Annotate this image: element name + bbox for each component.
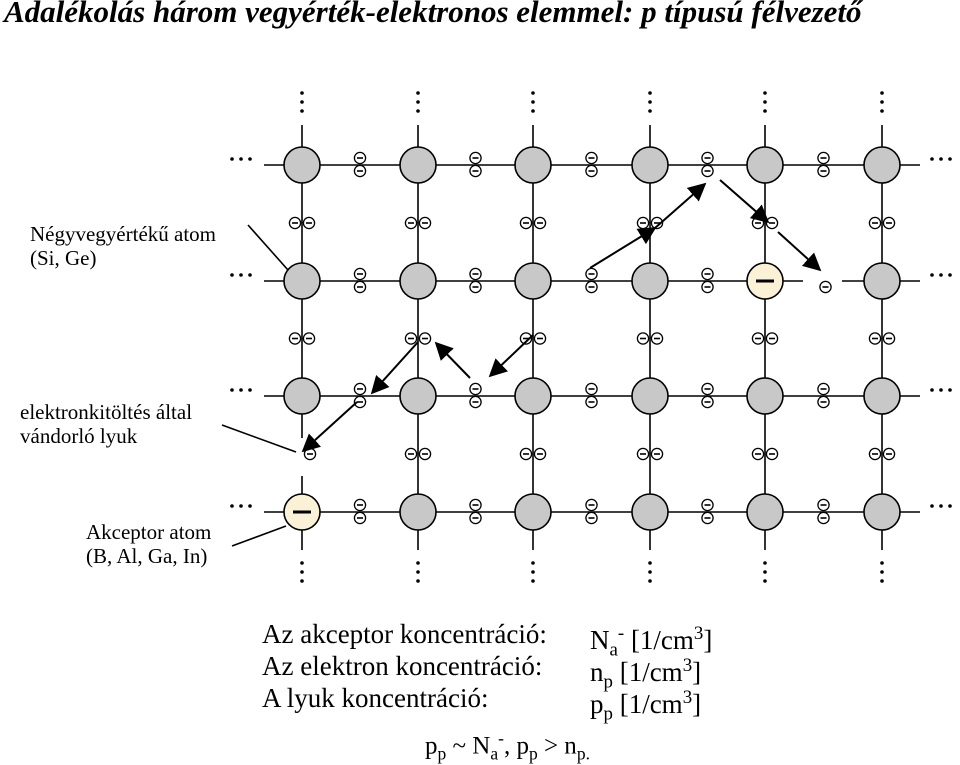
electron-icon (637, 333, 648, 344)
ellipsis-dot (763, 561, 767, 565)
ellipsis-dot (939, 504, 943, 508)
electron-icon (818, 512, 829, 523)
electron-icon (702, 499, 713, 510)
atom-icon (747, 378, 783, 414)
ellipsis-dot (948, 273, 952, 277)
acceptor-ion-icon (284, 494, 320, 530)
concentration-label: Az elektron koncentráció: (262, 651, 543, 681)
ellipsis-dot (531, 100, 535, 104)
tetravalent-atom-label: Négyvegyértékű atom (Si, Ge) (30, 222, 217, 270)
electron-icon (586, 512, 597, 523)
electron-icon (702, 165, 713, 176)
electron-icon (766, 217, 777, 228)
electron-icon (289, 217, 300, 228)
ellipsis-dot (948, 157, 952, 161)
electron-icon (534, 333, 545, 344)
electron-icon (702, 383, 713, 394)
electron-icon (470, 281, 481, 292)
ellipsis-dot (248, 388, 252, 392)
electron-icon (818, 152, 829, 163)
electron-icon (637, 448, 648, 459)
atom-icon (515, 263, 551, 299)
ellipsis-dot (930, 273, 934, 277)
ellipsis-dot (880, 109, 884, 113)
electron-icon (818, 383, 829, 394)
electron-icon (419, 448, 430, 459)
acceptor-ion-icon (747, 263, 783, 299)
electron-icon (637, 217, 648, 228)
ellipsis-dot (416, 91, 420, 95)
ellipsis-dot (239, 388, 243, 392)
electron-icon (470, 383, 481, 394)
ellipsis-dot (416, 561, 420, 565)
electron-icon (586, 165, 597, 176)
atom-icon (515, 494, 551, 530)
atoms (284, 147, 900, 530)
ellipsis-dot (763, 109, 767, 113)
ellipsis-dot (239, 273, 243, 277)
bond-lines (264, 125, 920, 550)
ellipsis-dot (648, 100, 652, 104)
ellipsis-dot (948, 504, 952, 508)
ellipsis-dot (416, 100, 420, 104)
electron-icon (520, 217, 531, 228)
electron-icon (405, 217, 416, 228)
ellipsis-dot (239, 157, 243, 161)
migration-arrow (778, 232, 820, 270)
atom-icon (515, 147, 551, 183)
hole-migration-arrows (303, 180, 820, 451)
electron-icon (419, 333, 430, 344)
migration-arrow (490, 335, 533, 376)
electron-icon (354, 383, 365, 394)
ellipsis-dot (230, 157, 234, 161)
electron-icon (869, 333, 880, 344)
electron-icon (354, 165, 365, 176)
concentration-label: A lyuk koncentráció: (262, 683, 489, 713)
relation-formula: $p_p$ ~ $N_a^-$, $p_p > n_{p.}$ (425, 728, 590, 764)
electron-icon (470, 396, 481, 407)
ellipsis-dot (230, 504, 234, 508)
ellipsis-dot (300, 570, 304, 574)
ellipsis-dot (248, 504, 252, 508)
ellipsis-dot (531, 579, 535, 583)
electron-icon (354, 499, 365, 510)
ellipsis-dot (416, 579, 420, 583)
ellipsis-dot (300, 561, 304, 565)
ellipsis-dot (939, 273, 943, 277)
ellipsis-dot (248, 157, 252, 161)
atom-icon (747, 147, 783, 183)
electron-icon (354, 152, 365, 163)
electron-icon (586, 396, 597, 407)
leader-line (232, 526, 286, 546)
ellipsis-dot (531, 570, 535, 574)
electron-icon (520, 448, 531, 459)
electron-icon (586, 499, 597, 510)
electron-icon (405, 333, 416, 344)
electron-icon (586, 268, 597, 279)
ellipsis-dot (880, 561, 884, 565)
ellipsis-dot (880, 91, 884, 95)
migration-arrow (655, 184, 705, 228)
atom-icon (400, 263, 436, 299)
electron-icon (752, 448, 763, 459)
atom-icon (400, 494, 436, 530)
ellipsis-dot (880, 100, 884, 104)
ellipsis-dot (300, 579, 304, 583)
ellipsis-dot (930, 157, 934, 161)
electron-icon (752, 333, 763, 344)
electron-icon (883, 448, 894, 459)
electron-icon (818, 165, 829, 176)
migration-arrow (436, 343, 470, 378)
ellipsis-dot (880, 579, 884, 583)
ellipsis-dot (531, 91, 535, 95)
electron-icon (651, 333, 662, 344)
ellipsis-dot (416, 570, 420, 574)
electron-icon (586, 281, 597, 292)
concentration-value: $N_a^-$ $[1/cm^3]$ (590, 623, 713, 661)
electron-icon (534, 448, 545, 459)
electron-icon (289, 333, 300, 344)
migration-arrow (590, 228, 655, 268)
electron-icon (304, 448, 315, 459)
ellipsis-dot (763, 579, 767, 583)
migrating-hole-label: elektronkitöltés által vándorló lyuk (20, 400, 193, 448)
acceptor-atom-label: Akceptor atom (B, Al, Ga, In) (86, 520, 212, 568)
leader-line (248, 225, 288, 270)
atom-icon (864, 263, 900, 299)
ellipsis-dot (300, 91, 304, 95)
migration-arrow (720, 180, 768, 222)
ellipsis-dot (648, 579, 652, 583)
electron-icon (818, 499, 829, 510)
concentration-label: Az akceptor koncentráció: (262, 619, 547, 649)
electron-icon (303, 333, 314, 344)
atom-icon (632, 494, 668, 530)
ellipsis-dot (648, 91, 652, 95)
electron-icon (766, 333, 777, 344)
electron-icon (405, 448, 416, 459)
electron-icon (766, 448, 777, 459)
electron-icon (354, 268, 365, 279)
ellipsis-dot (880, 570, 884, 574)
atom-icon (284, 378, 320, 414)
valence-electrons (289, 152, 894, 523)
electron-icon (702, 396, 713, 407)
ellipsis-dot (930, 504, 934, 508)
atom-icon (400, 378, 436, 414)
electron-icon (470, 268, 481, 279)
electron-icon (470, 152, 481, 163)
ellipsis-dot (648, 561, 652, 565)
atom-icon (515, 378, 551, 414)
electron-icon (470, 165, 481, 176)
ellipsis-dot (763, 100, 767, 104)
electron-icon (702, 152, 713, 163)
electron-icon (470, 499, 481, 510)
electron-icon (869, 448, 880, 459)
electron-icon (586, 152, 597, 163)
label-leader-lines (222, 225, 296, 546)
atom-icon (632, 263, 668, 299)
atom-icon (284, 147, 320, 183)
atom-icon (400, 147, 436, 183)
electron-icon (702, 281, 713, 292)
ellipsis-dot (948, 388, 952, 392)
ellipsis-dot (230, 388, 234, 392)
electron-icon (419, 217, 430, 228)
electron-icon (354, 512, 365, 523)
ellipsis-dot (763, 91, 767, 95)
ellipsis-dot (648, 570, 652, 574)
ellipsis-dot (939, 157, 943, 161)
ellipsis-dot (763, 570, 767, 574)
atom-icon (284, 263, 320, 299)
page-title: Adalékolás három vegyérték-elektronos elemmel: p típusú félvezető (4, 0, 862, 29)
atom-icon (632, 378, 668, 414)
electron-icon (354, 281, 365, 292)
electron-icon (820, 281, 831, 292)
ellipsis-dot (300, 100, 304, 104)
atom-icon (632, 147, 668, 183)
electron-icon (883, 333, 894, 344)
atom-icon (864, 378, 900, 414)
atom-icon (747, 494, 783, 530)
electron-icon (702, 268, 713, 279)
ellipsis-dot (248, 273, 252, 277)
ellipsis-dot (416, 109, 420, 113)
ellipsis-dot (939, 388, 943, 392)
electron-icon (883, 217, 894, 228)
concentration-value: $p_p$ $[1/cm^3]$ (590, 687, 702, 725)
electron-icon (752, 217, 763, 228)
electron-icon (534, 217, 545, 228)
electron-icon (303, 217, 314, 228)
atom-icon (864, 147, 900, 183)
electron-icon (818, 396, 829, 407)
atom-icon (864, 494, 900, 530)
ellipsis-dot (300, 109, 304, 113)
ellipsis-dot (230, 273, 234, 277)
ellipsis-dot (531, 561, 535, 565)
ellipsis-dot (930, 388, 934, 392)
ellipsis-dot (648, 109, 652, 113)
ellipsis-dot (531, 109, 535, 113)
electron-icon (869, 217, 880, 228)
electron-icon (651, 448, 662, 459)
concentration-value: $n_p$ $[1/cm^3]$ (590, 655, 702, 693)
electron-icon (586, 383, 597, 394)
leader-line (222, 425, 296, 452)
electron-icon (702, 512, 713, 523)
electron-icon (470, 512, 481, 523)
ellipsis-dot (239, 504, 243, 508)
